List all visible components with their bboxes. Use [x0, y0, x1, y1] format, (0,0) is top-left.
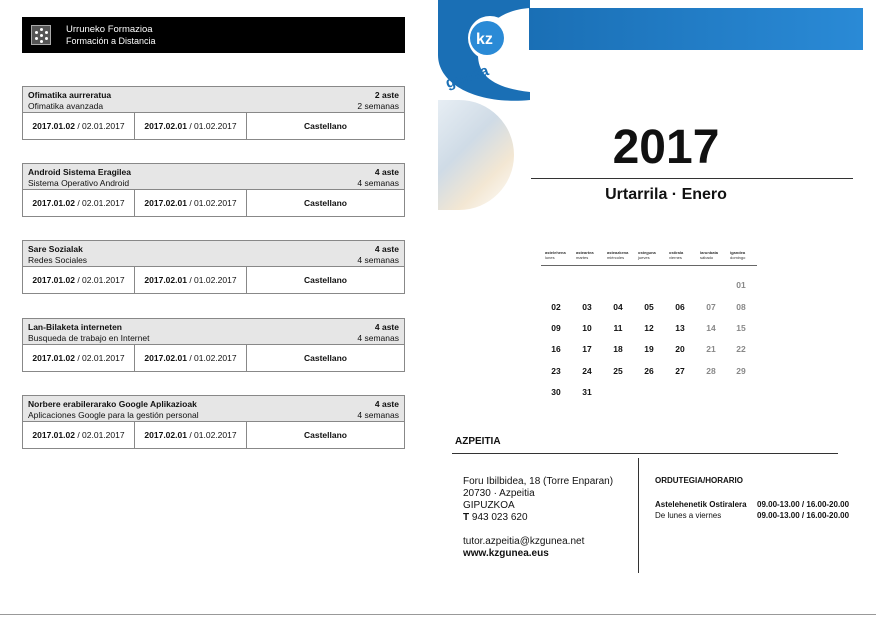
- course-name-es: Busqueda de trabajo en Internet: [28, 333, 150, 343]
- calendar-day: 25: [613, 366, 623, 376]
- course-name-eu: Ofimatika aurreratua: [28, 90, 112, 100]
- course-dates: [22, 267, 405, 294]
- header-subtitle: Formación a Distancia: [66, 36, 156, 46]
- end-date: 2017.02.01 / 01.02.2017: [135, 113, 247, 139]
- course-duration-eu: 2 aste: [374, 90, 399, 100]
- course-dates: [22, 113, 405, 140]
- course-duration-es: 4 semanas: [357, 255, 399, 265]
- calendar-day: 28: [706, 366, 716, 376]
- course-language: Castellano: [304, 198, 347, 208]
- vertical-divider: [638, 458, 639, 573]
- logo-word-text: gunea: [443, 62, 491, 93]
- center-address: [463, 476, 613, 560]
- logo-kz-text: kz: [476, 31, 493, 48]
- divider: [531, 178, 853, 179]
- hand-writing-photo: [438, 100, 514, 210]
- calendar-day: 16: [551, 344, 561, 354]
- end-date: 2017.02.01 / 01.02.2017: [135, 190, 247, 216]
- weekday-label: asteartea martes: [576, 250, 594, 260]
- calendar-year: 2017: [612, 121, 720, 174]
- course-name-eu: Lan-Bilaketa interneten: [28, 322, 122, 332]
- address-line: 20730 · Azpeitia: [463, 488, 535, 499]
- start-date: 2017.01.02 / 02.01.2017: [23, 113, 135, 139]
- course-duration-es: 4 semanas: [357, 333, 399, 343]
- weekday-divider: [541, 265, 757, 266]
- calendar-day: 02: [551, 302, 561, 312]
- course-name-eu: Norbere erabilerarako Google Aplikazioak: [28, 399, 197, 409]
- calendar-day: 19: [644, 344, 654, 354]
- calendar-day: 03: [582, 302, 592, 312]
- weekday-label: osteguna jueves: [638, 250, 656, 260]
- course-header: [22, 318, 405, 345]
- calendar-day: 14: [706, 323, 716, 333]
- start-date: 2017.01.02 / 02.01.2017: [23, 267, 135, 293]
- course-name-es: Ofimatika avanzada: [28, 101, 104, 111]
- weekday-label: larunbata sábado: [700, 250, 719, 260]
- calendar-day: 05: [644, 302, 654, 312]
- calendar-day: 20: [675, 344, 685, 354]
- course-name-es: Sistema Operativo Android: [28, 178, 130, 188]
- course-language: Castellano: [304, 121, 347, 131]
- course-header: [22, 395, 405, 422]
- course-block: [22, 86, 405, 140]
- weekday-label: ostirala viernes: [669, 250, 684, 260]
- course-header: [22, 240, 405, 267]
- weekday-label: astelehena lunes: [545, 250, 566, 260]
- hours-title: ORDUTEGIA/HORARIO: [655, 476, 743, 485]
- course-name-es: Redes Sociales: [28, 255, 88, 265]
- calendar-day: 18: [613, 344, 623, 354]
- header-bar: [22, 17, 405, 53]
- calendar-day: 08: [736, 302, 746, 312]
- course-duration-eu: 4 aste: [374, 244, 399, 254]
- kzgunea-logo: [438, 0, 530, 110]
- page-bottom-line: [0, 614, 876, 615]
- calendar-day: 21: [706, 344, 716, 354]
- calendar-day: 06: [675, 302, 685, 312]
- email-link[interactable]: tutor.azpeitia@kzgunea.net: [463, 536, 585, 547]
- calendar-day: 26: [644, 366, 654, 376]
- course-block: [22, 395, 405, 449]
- hours-es-days: De lunes a viernes: [655, 511, 722, 520]
- course-duration-eu: 4 aste: [374, 322, 399, 332]
- phone: [463, 512, 613, 524]
- course-block: [22, 240, 405, 294]
- calendar-day: 11: [613, 323, 623, 333]
- course-name-es: Aplicaciones Google para la gestión personal: [28, 410, 199, 420]
- course-duration-eu: 4 aste: [374, 399, 399, 409]
- calendar-day: 01: [736, 280, 746, 290]
- start-date: 2017.01.02 / 02.01.2017: [23, 190, 135, 216]
- course-name-eu: Sare Sozialak: [28, 244, 83, 254]
- divider: [452, 453, 838, 454]
- weekday-label: asteazkena miércoles: [607, 250, 629, 260]
- course-duration-eu: 4 aste: [374, 167, 399, 177]
- header-title: Urruneko Formazioa: [66, 24, 153, 35]
- phone-number: 943 023 620: [471, 512, 528, 523]
- calendar-day: 23: [551, 366, 561, 376]
- course-language: Castellano: [304, 430, 347, 440]
- course-language: Castellano: [304, 275, 347, 285]
- calendar-day: 04: [613, 302, 623, 312]
- calendar-day: 09: [551, 323, 561, 333]
- start-date: 2017.01.02 / 02.01.2017: [23, 345, 135, 371]
- course-header: [22, 163, 405, 190]
- course-header: [22, 86, 405, 113]
- hours-es: 09.00-13.00 / 16.00-20.00: [757, 511, 850, 520]
- weekday-label: igandea domingo: [730, 250, 746, 260]
- dots-logo-icon: [31, 25, 51, 45]
- end-date: 2017.02.01 / 01.02.2017: [135, 345, 247, 371]
- end-date: 2017.02.01 / 01.02.2017: [135, 267, 247, 293]
- calendar-day: 17: [582, 344, 592, 354]
- hours-eu: 09.00-13.00 / 16.00-20.00: [757, 500, 850, 509]
- phone-prefix: T: [463, 512, 470, 523]
- address-line: Foru Ibilbidea, 18 (Torre Enparan): [463, 476, 614, 487]
- course-block: [22, 318, 405, 372]
- calendar-day: 13: [675, 323, 685, 333]
- calendar-month: Urtarrila · Enero: [605, 186, 727, 203]
- calendar-day: 15: [736, 323, 746, 333]
- course-language: Castellano: [304, 353, 347, 363]
- calendar-day: 22: [736, 344, 746, 354]
- web-link[interactable]: www.kzgunea.eus: [463, 548, 549, 559]
- calendar-day: 31: [582, 387, 592, 397]
- calendar-day: 12: [644, 323, 654, 333]
- calendar-day: 07: [706, 302, 716, 312]
- calendar-day: 30: [551, 387, 561, 397]
- brand-blue-bar: [529, 8, 863, 50]
- end-date: 2017.02.01 / 01.02.2017: [135, 422, 247, 448]
- center-city: AZPEITIA: [455, 436, 501, 447]
- calendar-day: 29: [736, 366, 746, 376]
- hours-eu-days: Astelehenetik Ostiralera: [655, 500, 747, 509]
- calendar-day: 24: [582, 366, 592, 376]
- course-duration-es: 4 semanas: [357, 410, 399, 420]
- course-dates: [22, 422, 405, 449]
- course-duration-es: 2 semanas: [357, 101, 399, 111]
- course-duration-es: 4 semanas: [357, 178, 399, 188]
- course-name-eu: Android Sistema Eragilea: [28, 167, 131, 177]
- address-line: GIPUZKOA: [463, 500, 515, 511]
- course-block: [22, 163, 405, 217]
- course-dates: [22, 345, 405, 372]
- calendar-day: 27: [675, 366, 685, 376]
- calendar-day: 10: [582, 323, 592, 333]
- start-date: 2017.01.02 / 02.01.2017: [23, 422, 135, 448]
- course-dates: [22, 190, 405, 217]
